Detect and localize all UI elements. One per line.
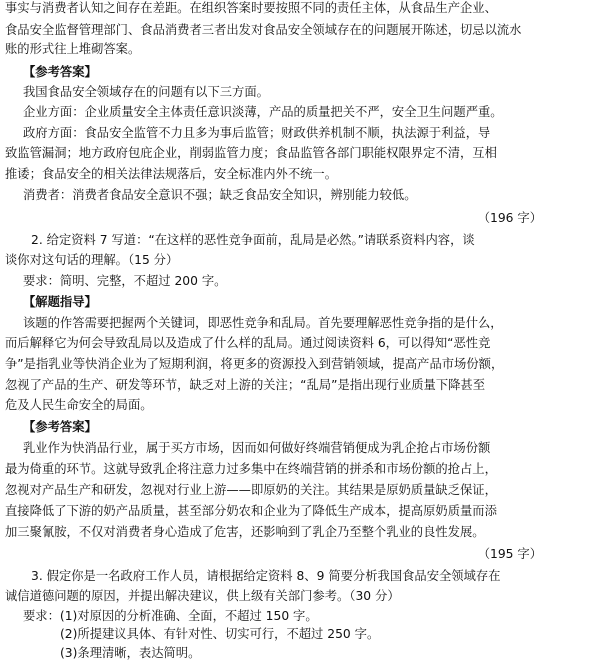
text-line: 危及人民生命安全的局面。 <box>5 398 153 412</box>
question-line: 诚信道德问题的原因，并提出解决建议，供上级有关部门参考。（30 分） <box>5 589 400 603</box>
text-line: 消费者：消费者食品安全意识不强；缺乏食品安全知识，辨别能力较低。 <box>23 188 417 202</box>
text-line: 我国食品安全领域存在的问题有以下三方面。 <box>23 85 269 99</box>
text-line: 该题的作答需要把握两个关键词，即恶性竞争和乱局。首先要理解恶性竞争指的是什么， <box>23 316 503 330</box>
text-line: 食品安全监督管理部门、食品消费者三者出发对食品安全领域存在的问题展开陈述，切忌以流水 <box>5 23 522 37</box>
section-heading: 【解题指导】 <box>23 295 97 309</box>
question-line: 2. 给定资料 7 写道：“在这样的恶性竞争面前，乱局是必然。”请联系资料内容，谈 <box>31 233 475 247</box>
text-line: 直接降低了下游的奶产品质量，甚至部分奶农和企业为了降低生产成本，提高原奶质量而添 <box>5 504 497 518</box>
requirement-line: (3)条理清晰，表达简明。 <box>60 646 201 660</box>
text-line: 最为倚重的环节。这就导致乳企将注意力过多集中在终端营销的拼杀和市场份额的抢占上， <box>5 462 497 476</box>
text-line: 忽视了产品的生产、研发等环节，缺乏对上游的关注；“乱局”是指出现行业质量下降甚至 <box>5 378 486 392</box>
section-heading: 【参考答案】 <box>23 420 97 434</box>
text-line: 忽视对产品生产和研发，忽视对行业上游——即原奶的关注。其结果是原奶质量缺乏保证， <box>5 483 497 497</box>
word-count: （196 字） <box>477 211 542 225</box>
text-line: 加三聚氰胺，不仅对消费者身心造成了危害，还影响到了乳企乃至整个乳业的良性发展。 <box>5 525 485 539</box>
word-count: （195 字） <box>477 547 542 561</box>
text-line: 乳业作为快消品行业，属于买方市场，因而如何做好终端营销便成为乳企抢占市场份额 <box>23 441 491 455</box>
section-heading: 【参考答案】 <box>23 65 97 79</box>
text-line: 而后解释它为何会导致乱局以及造成了什么样的乱局。通过阅读资料 6，可以得知“恶性竞 <box>5 336 491 350</box>
text-line: 企业方面：企业质量安全主体责任意识淡薄，产品的质量把关不严，安全卫生问题严重。 <box>23 105 503 119</box>
text-line: 政府方面：食品安全监管不力且多为事后监管；财政供养机制不顺，执法源于利益，导 <box>23 126 491 140</box>
requirement-line: 要求：简明、完整，不超过 200 字。 <box>23 274 227 288</box>
requirement-line: (2)所提建议具体、有针对性、切实可行，不超过 250 字。 <box>60 627 380 641</box>
text-line: 推诿；食品安全的相关法律法规落后，安全标准内外不统一。 <box>5 167 338 181</box>
text-line: 事实与消费者认知之间存在差距。在组织答案时要按照不同的责任主体，从食品生产企业、 <box>5 1 497 15</box>
question-line: 谈你对这句话的理解。（15 分） <box>5 253 179 267</box>
text-line: 争”是指乳业等快消企业为了短期利润，将更多的资源投入到营销领域，提高产品市场份额， <box>5 357 504 371</box>
question-line: 3. 假定你是一名政府工作人员，请根据给定资料 8、9 简要分析我国食品安全领域存在 <box>31 569 501 583</box>
text-line: 致监管漏洞；地方政府包庇企业，削弱监管力度；食品监管各部门职能权限界定不清，互相 <box>5 146 497 160</box>
requirement-line: 要求：(1)对原因的分析准确、全面，不超过 150 字。 <box>23 609 318 623</box>
text-line: 账的形式往上堆砌答案。 <box>5 42 141 56</box>
